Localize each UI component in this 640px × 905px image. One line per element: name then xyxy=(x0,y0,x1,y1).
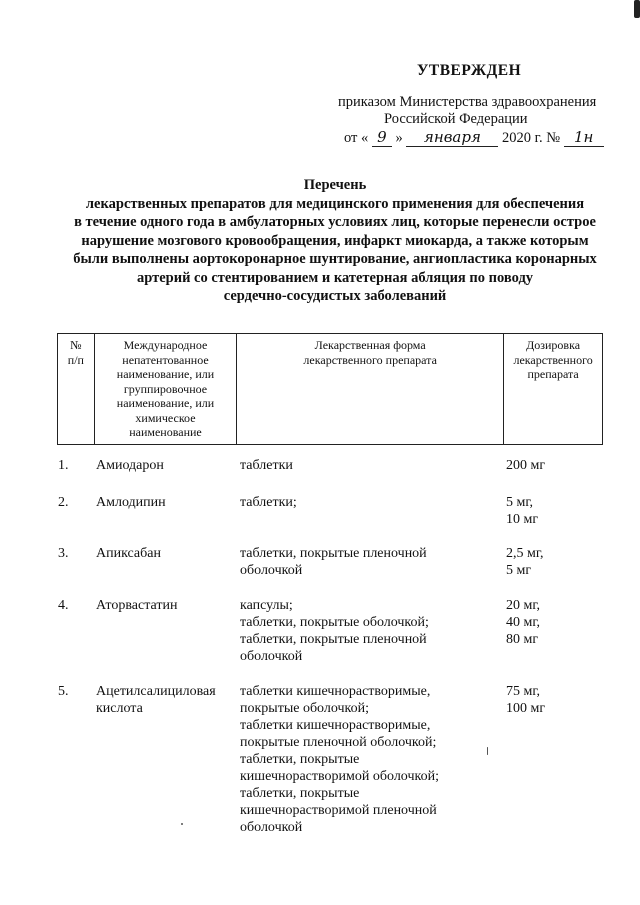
row-number: 2. xyxy=(58,495,69,510)
scan-speck xyxy=(487,747,488,755)
title-line: были выполнены аортокоронарное шунтирование, ангиопластика коронарных xyxy=(73,251,597,267)
drug-name: Аторвастатин xyxy=(96,598,178,613)
date-year: 2020 г. № xyxy=(502,130,561,146)
drug-form: таблетки xyxy=(240,458,293,473)
date-separator: » xyxy=(395,130,403,146)
drug-dose: 20 мг, 40 мг, 80 мг xyxy=(506,598,541,647)
row-number: 5. xyxy=(58,684,69,699)
header-name-cell: Международное непатентованное наименование, или группировочное наименование, или химическое наименование xyxy=(94,334,236,445)
header-form-cell: Лекарственная форма лекарственного препарата xyxy=(237,334,504,445)
drug-name: Амлодипин xyxy=(96,495,166,510)
scan-speck xyxy=(181,823,183,825)
drug-form: таблетки кишечнорастворимые, покрытые оболочкой; таблетки кишечнорастворимые, покрытые пленочной оболочкой; таблетки, покрытые кишечнорастворимой оболочкой; таблетки, покрытые кишечнорастворимой пленочной оболочкой xyxy=(240,684,439,835)
order-issuer-line1: приказом Министерства здравоохранения xyxy=(338,94,597,110)
order-issuer-line2: Российской Федерации xyxy=(384,111,528,127)
title-line: нарушение мозгового кровообращения, инфаркт миокарда, а также которым xyxy=(81,232,589,249)
row-number: 1. xyxy=(58,458,69,473)
title-line: Перечень xyxy=(303,177,367,193)
table-header xyxy=(57,333,603,445)
drug-name: Апиксабан xyxy=(96,546,161,561)
drug-dose: 75 мг, 100 мг xyxy=(506,684,546,716)
drug-dose: 2,5 мг, 5 мг xyxy=(506,546,544,578)
date-month-handwritten: января xyxy=(406,128,498,147)
drug-name: Ацетилсалициловая кислота xyxy=(96,684,216,716)
order-number-handwritten: 1н xyxy=(564,128,604,147)
date-prefix: от « xyxy=(344,130,369,146)
page-corner-mark xyxy=(634,0,640,18)
drug-form: таблетки, покрытые пленочной оболочкой xyxy=(240,546,427,578)
title-line: артерий со стентированием и катетерная абляция по поводу xyxy=(136,269,534,286)
row-number: 3. xyxy=(58,546,69,561)
header-number-cell: № п/п xyxy=(58,334,95,445)
drug-dose: 5 мг, 10 мг xyxy=(506,495,539,527)
row-number: 4. xyxy=(58,598,69,613)
order-date-line xyxy=(344,128,604,147)
drug-form: таблетки; xyxy=(240,495,297,510)
drug-form: капсулы; таблетки, покрытые оболочкой; таблетки, покрытые пленочной оболочкой xyxy=(240,598,429,664)
header-dose-cell: Дозировка лекарственного препарата xyxy=(504,334,603,445)
title-line: сердечно-сосудистых заболеваний xyxy=(223,288,447,304)
drug-dose: 200 мг xyxy=(506,458,546,473)
approved-heading: УТВЕРЖДЕН xyxy=(417,62,522,79)
document-title xyxy=(50,176,620,306)
date-day-handwritten: 9 xyxy=(372,128,392,147)
drug-name: Амиодарон xyxy=(96,458,164,473)
title-line: в течение одного года в амбулаторных условиях лиц, которые перенесли острое xyxy=(74,214,596,230)
title-line: лекарственных препаратов для медицинского применения для обеспечения xyxy=(85,195,585,212)
